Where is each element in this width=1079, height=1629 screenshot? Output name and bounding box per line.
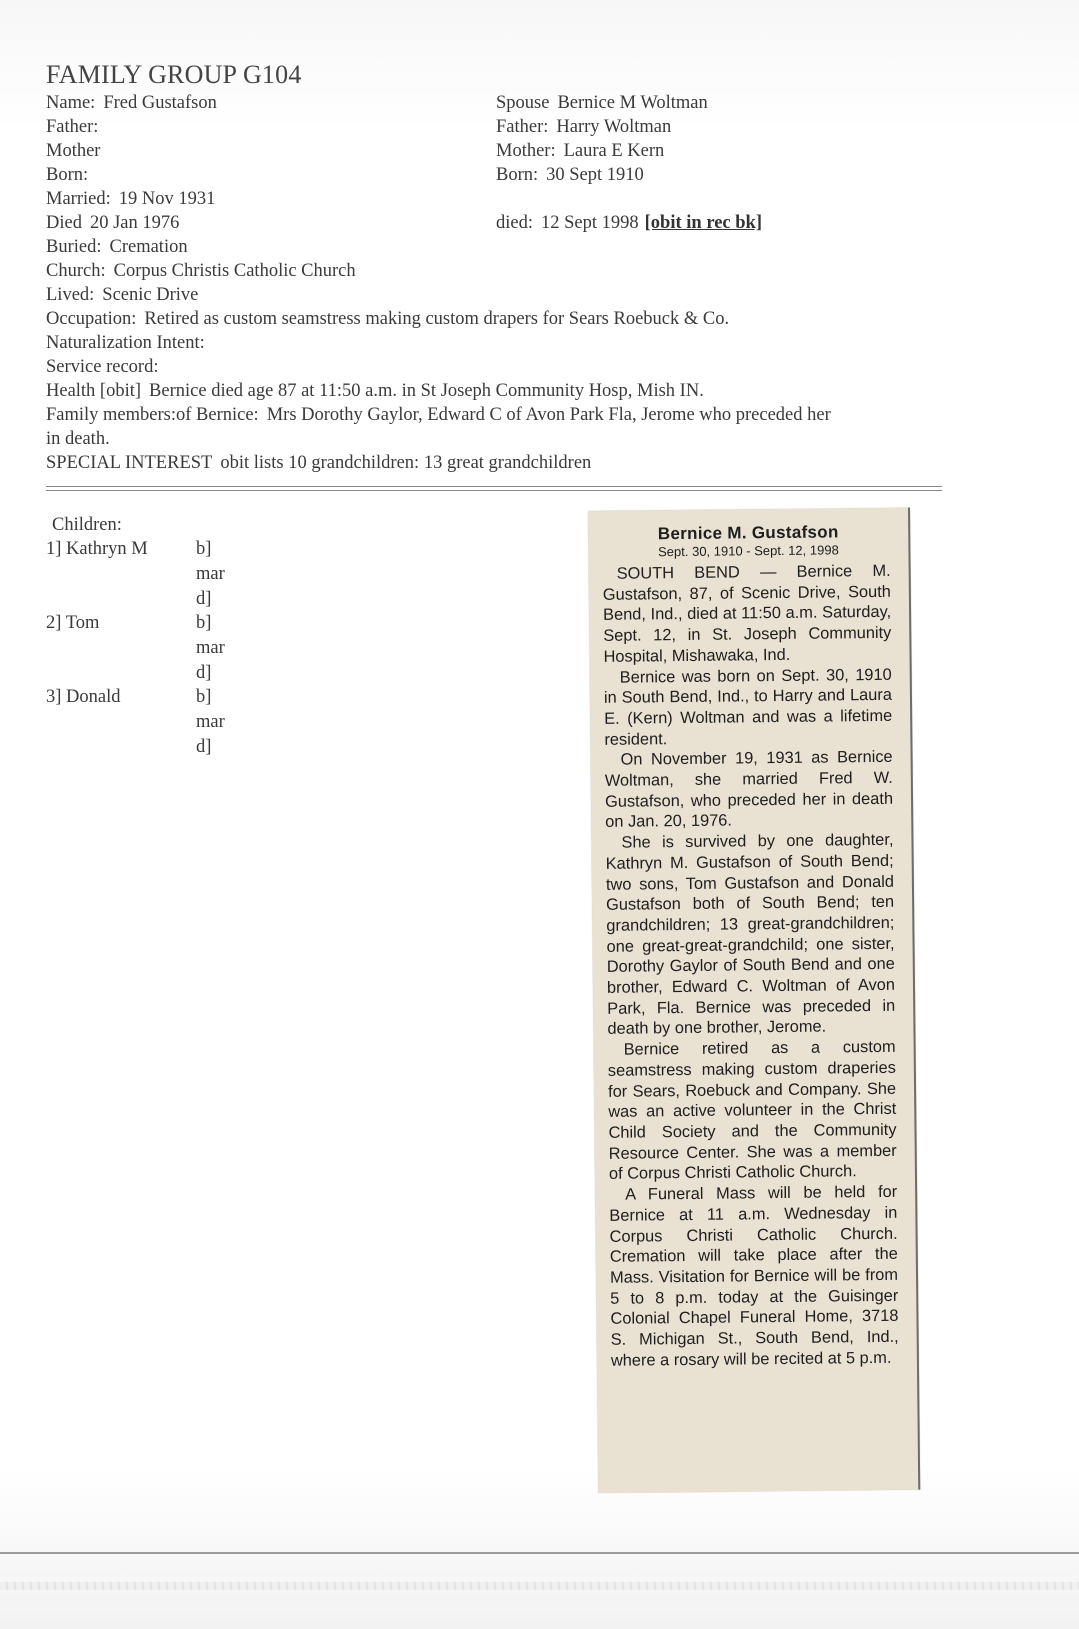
obituary-paragraph: A Funeral Mass will be held for Bernice at 11 a.m. Wednesday in Corpus Christi Catholic Church. Cremation will take place after the Mass. Visitation for Bernice will be from 5 to 8 p.m. today at the Guisinger Colonial Chapel Funeral Home, 3718 S. Michigan St., South Bend, Ind., where a rosary will be recited at 5 p.m.	[609, 1182, 899, 1370]
obituary-dates: Sept. 30, 1910 - Sept. 12, 1998	[657, 542, 839, 560]
obituary-paragraph: She is survived by one daughter, Kathryn M. Gustafson of South Bend; two sons, Tom Gustafson and Donald Gustafson both of South Bend; ten grandchildren; 13 great-grandchildren; one great-great-grandchild; one sister, Dorothy Gaylor of South Bend and one brother, Edward C. Woltman of Avon Park, Fla. Bernice was preceded in death by one brother, Jerome.	[605, 830, 896, 1039]
name-field	[46, 91, 217, 115]
obit-reference-link[interactable]: [obit in rec bk]	[644, 213, 762, 233]
spouse-died-field	[496, 211, 762, 235]
spouse-field	[496, 91, 708, 115]
mother-field	[46, 139, 108, 163]
field-label: Born:	[46, 165, 89, 185]
field-label: Mother	[46, 141, 101, 161]
divider-line	[46, 486, 942, 487]
field-label: Spouse	[496, 93, 550, 113]
family-members-field	[46, 403, 831, 427]
child-born: b]	[196, 613, 212, 633]
field-value: Mrs Dorothy Gaylor, Edward C of Avon Park Fla, Jerome who preceded her	[266, 405, 831, 425]
born-field	[46, 163, 96, 187]
field-value: 12 Sept 1998	[541, 213, 639, 233]
lived-field	[46, 283, 198, 307]
field-label: Mother:	[496, 141, 556, 161]
naturalization-field	[46, 331, 213, 355]
obituary-clipping	[588, 508, 920, 1493]
field-label: Born:	[496, 165, 539, 185]
field-value: 20 Jan 1976	[89, 213, 180, 233]
occupation-field	[46, 307, 729, 331]
field-label: Naturalization Intent:	[46, 333, 205, 353]
obituary-paragraph: Bernice retired as a custom seamstress making custom draperies for Sears, Roebuck and Company. She was an active volunteer in the Christ Child Society and the Community Resource Center. She was a member of Corpus Christi Catholic Church.	[607, 1037, 897, 1184]
father-field	[46, 115, 106, 139]
service-record-field	[46, 355, 166, 379]
field-label: Family members:of Bernice:	[46, 405, 259, 425]
child-died: d]	[196, 589, 212, 609]
married-field	[46, 187, 215, 211]
field-label: Died	[46, 213, 82, 233]
special-interest-field	[46, 451, 591, 475]
spouse-father-field	[496, 115, 671, 139]
field-label: Married:	[46, 189, 111, 209]
field-label: Buried:	[46, 237, 102, 257]
field-label: died:	[496, 213, 533, 233]
church-field	[46, 259, 356, 283]
field-value: Fred Gustafson	[103, 93, 217, 113]
field-label: Occupation:	[46, 309, 137, 329]
scan-edge-texture	[0, 1582, 1079, 1590]
field-value: 19 Nov 1931	[118, 189, 216, 209]
child-died: d]	[196, 663, 212, 683]
page-title: FAMILY GROUP G104	[46, 60, 302, 89]
child-married: mar	[196, 564, 225, 584]
field-value: Bernice M Woltman	[557, 93, 708, 113]
child-died: d]	[196, 737, 212, 757]
field-label: Father:	[46, 117, 99, 137]
field-label: Service record:	[46, 357, 159, 377]
field-value: 30 Sept 1910	[546, 165, 644, 185]
child-name: 1] Kathryn M	[46, 539, 148, 559]
obituary-paragraph: On November 19, 1931 as Bernice Woltman, she married Fred W. Gustafson, who preceded her in death on Jan. 20, 1976.	[604, 748, 894, 832]
field-value: obit lists 10 grandchildren: 13 great grandchildren	[220, 453, 592, 473]
field-label: Church:	[46, 261, 106, 281]
child-married: mar	[196, 712, 225, 732]
field-label: Lived:	[46, 285, 95, 305]
obituary-name: Bernice M. Gustafson	[657, 522, 839, 544]
field-label: Father:	[496, 117, 549, 137]
obituary-paragraph: SOUTH BEND — Bernice M. Gustafson, 87, of Scenic Drive, South Bend, Ind., died at 11:50 a.m. Saturday, Sept. 12, in St. Joseph Community Hospital, Mishawaka, Ind.	[602, 561, 892, 666]
divider-line	[46, 490, 942, 491]
obituary-body	[589, 557, 917, 1372]
child-married: mar	[196, 638, 225, 658]
child-name: 2] Tom	[46, 613, 100, 633]
spouse-born-field	[496, 163, 644, 187]
field-value: Harry Woltman	[556, 117, 672, 137]
field-value: Corpus Christis Catholic Church	[113, 261, 356, 281]
children-heading: Children:	[52, 515, 122, 535]
field-value: Cremation	[109, 237, 188, 257]
field-label: Health [obit]	[46, 381, 142, 401]
field-value: Bernice died age 87 at 11:50 a.m. in St Joseph Community Hosp, Mish IN.	[149, 381, 704, 401]
spouse-mother-field	[496, 139, 664, 163]
scan-edge-line	[0, 1552, 1079, 1554]
field-value: Laura E Kern	[563, 141, 665, 161]
child-born: b]	[196, 687, 212, 707]
field-value: Retired as custom seamstress making custom drapers for Sears Roebuck & Co.	[144, 309, 730, 329]
child-born: b]	[196, 539, 212, 559]
field-label: SPECIAL INTEREST	[46, 453, 213, 473]
child-name: 3] Donald	[46, 687, 121, 707]
obituary-paragraph: Bernice was born on Sept. 30, 1910 in South Bend, Ind., to Harry and Laura E. (Kern) Woltman and was a lifetime resident.	[603, 665, 893, 749]
family-members-continued	[46, 427, 110, 451]
field-value: Scenic Drive	[102, 285, 199, 305]
field-value: in death.	[46, 429, 110, 449]
died-field	[46, 211, 179, 235]
buried-field	[46, 235, 188, 259]
field-label: Name:	[46, 93, 96, 113]
health-field	[46, 379, 704, 403]
